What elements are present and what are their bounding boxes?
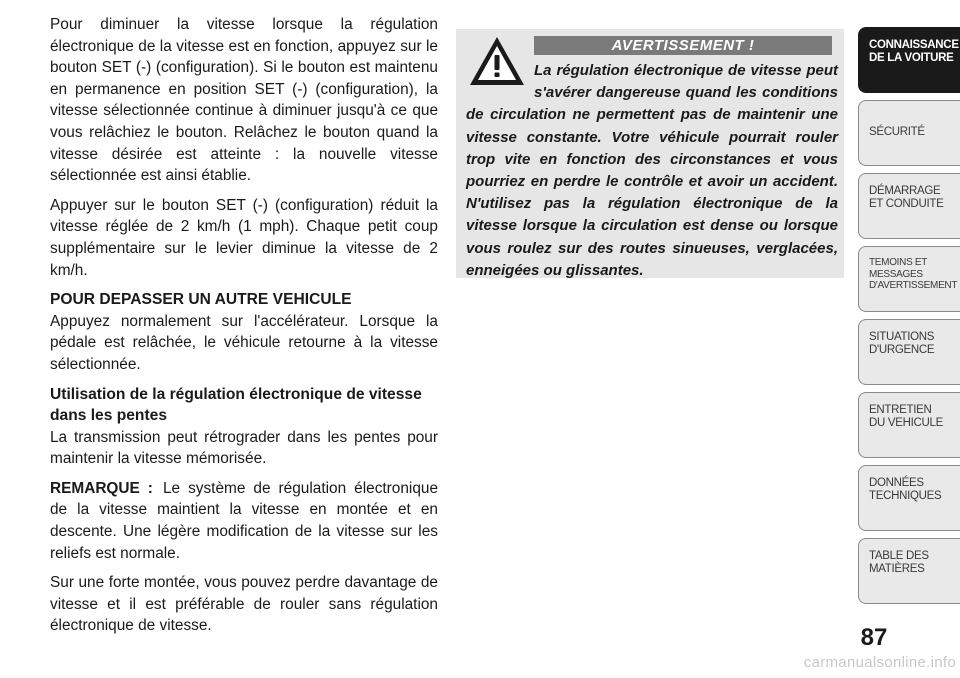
paragraph-steep-climb: Sur une forte montée, vous pouvez perdre davantage de vitesse et il est préférable de rouler sans régulation électronique de vitesse.: [50, 574, 438, 635]
tab-demarrage-conduite[interactable]: DÉMARRAGE ET CONDUITE: [858, 173, 960, 239]
warning-text-block: [466, 60, 838, 282]
remark-label: REMARQUE :: [50, 479, 153, 497]
warning-title: AVERTISSEMENT !: [534, 36, 832, 55]
heading-slopes: Utilisation de la régulation électronique de vitesse dans les pentes: [50, 385, 422, 425]
tab-entretien-vehicule[interactable]: ENTRETIEN DU VEHICULE: [858, 392, 960, 458]
remark-text: Le système de régulation électronique de la vitesse maintient la vitesse en montée et en descente. Une légère modification de la vitesse sur les reliefs est normale.: [50, 479, 439, 562]
main-text-column: [50, 14, 438, 645]
tab-table-matieres[interactable]: TABLE DES MATIÈRES: [858, 538, 960, 604]
paragraph-remark: [50, 478, 438, 564]
page-number: 87: [860, 624, 888, 651]
paragraph-set-button: Appuyer sur le bouton SET (-) (configuration) réduit la vitesse réglée de 2 km/h (1 mph). Chaque petit coup supplémentaire sur le levier diminue la vitesse de 2 km/h.: [50, 196, 438, 279]
warning-text: La régulation électronique de vitesse peut s'avérer dangereuse quand les conditions de circulation ne permettent pas de maintenir une vitesse constante. Votre véhicule pourrait rouler trop vite en fonction des circonstances et vous pourriez en perdre le contrôle et avoir un accident. N'utilisez pas la régulation électronique de la vitesse lorsque la circulation est dense ou lorsque vous roulez sur des routes sinueuses, verglacées, enneigées ou glissantes.: [466, 62, 838, 279]
tab-donnees-techniques[interactable]: DONNÉES TECHNIQUES: [858, 465, 960, 531]
warning-box: [456, 29, 844, 278]
tab-securite[interactable]: SÉCURITÉ: [858, 100, 960, 166]
paragraph-decrease-speed: Pour diminuer la vitesse lorsque la régulation électronique de la vitesse est en fonction, appuyez sur le bouton SET (-) (configuration). Si le bouton est maintenu en permanence en position SET (-) (configuration), la vitesse sélectionnée continue à diminuer jusqu'à ce que vous relâchiez le bouton. Relâchez le bouton quand la vitesse désirée est atteinte : la nouvelle vitesse sélectionnée est ainsi établie.: [50, 16, 438, 185]
tab-connaissance-voiture[interactable]: CONNAISSANCE DE LA VOITURE: [858, 27, 960, 93]
tab-temoins-messages[interactable]: TEMOINS ET MESSAGES D'AVERTISSEMENT: [858, 246, 960, 312]
heading-overtake: POUR DEPASSER UN AUTRE VEHICULE: [50, 291, 352, 309]
watermark: carmanualsonline.info: [803, 654, 956, 671]
paragraph-accelerator: Appuyez normalement sur l'accélérateur. Lorsque la pédale est relâchée, le véhicule retourne à la vitesse sélectionnée.: [50, 312, 438, 373]
tab-situations-urgence[interactable]: SITUATIONS D'URGENCE: [858, 319, 960, 385]
paragraph-transmission: La transmission peut rétrograder dans les pentes pour maintenir la vitesse mémorisée.: [50, 428, 438, 468]
